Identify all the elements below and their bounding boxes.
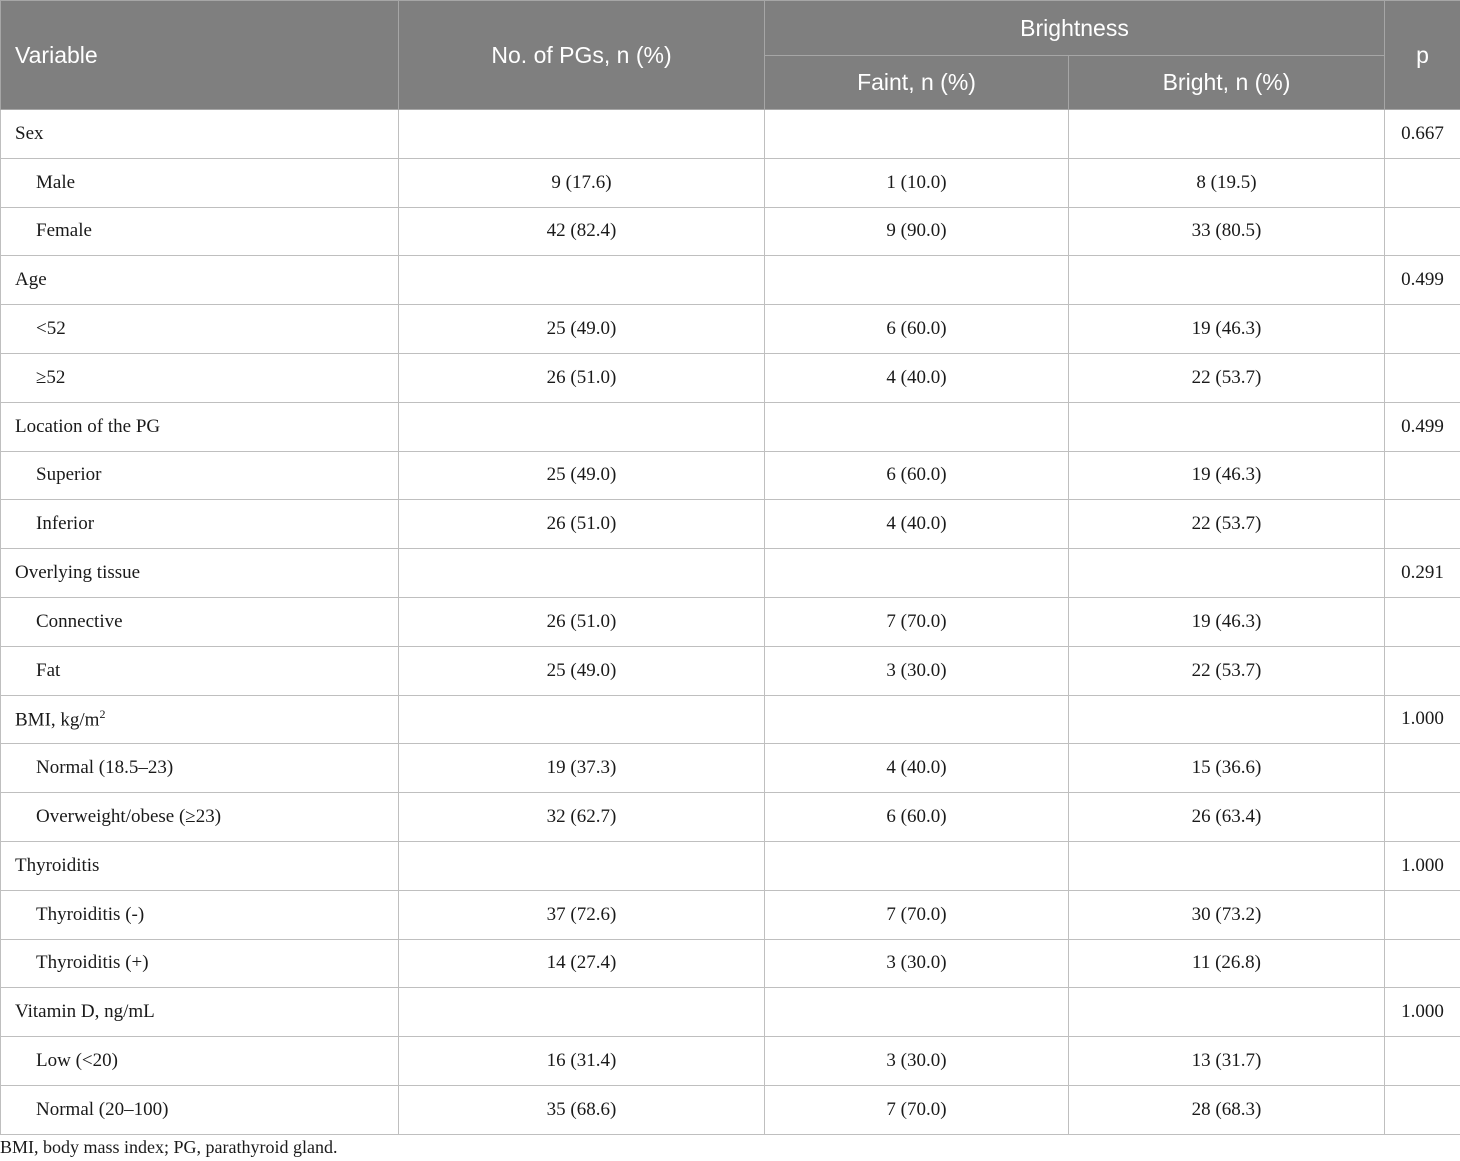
cell-p-value: [1385, 500, 1460, 549]
table-body: [1, 110, 1460, 1135]
cell-bright: [1069, 549, 1385, 598]
table-row: [1, 353, 1460, 402]
cell-bright: 28 (68.3): [1069, 1085, 1385, 1134]
row-sublabel: [1, 939, 399, 988]
cell-faint: 3 (30.0): [765, 939, 1069, 988]
table-row: [1, 744, 1460, 793]
table-row: [1, 256, 1460, 305]
table-row: [1, 451, 1460, 500]
row-category-label: [1, 402, 399, 451]
header-no-of-pgs: No. of PGs, n (%): [399, 1, 765, 110]
row-label-text: <52: [36, 318, 66, 340]
row-sublabel: [1, 1085, 399, 1134]
cell-no-of-pgs: 26 (51.0): [399, 500, 765, 549]
header-faint: Faint, n (%): [765, 56, 1069, 110]
row-label-text: Age: [15, 269, 47, 291]
cell-no-of-pgs: [399, 402, 765, 451]
table-row: [1, 841, 1460, 890]
row-label-text: Superior: [36, 464, 102, 486]
row-sublabel: [1, 744, 399, 793]
row-label-text: Sex: [15, 122, 44, 144]
row-sublabel: [1, 890, 399, 939]
cell-bright: 22 (53.7): [1069, 500, 1385, 549]
table-row: [1, 500, 1460, 549]
table-row: [1, 890, 1460, 939]
row-sublabel: [1, 1037, 399, 1086]
row-label-text: Normal (20–100): [36, 1098, 169, 1120]
cell-no-of-pgs: [399, 988, 765, 1037]
cell-bright: [1069, 695, 1385, 744]
cell-p-value: [1385, 1085, 1460, 1134]
cell-no-of-pgs: 26 (51.0): [399, 597, 765, 646]
cell-p-value: [1385, 744, 1460, 793]
table-row: [1, 939, 1460, 988]
cell-no-of-pgs: [399, 110, 765, 159]
row-category-label: [1, 110, 399, 159]
row-label-text: Fat: [36, 659, 61, 681]
row-sublabel: [1, 597, 399, 646]
cell-no-of-pgs: 25 (49.0): [399, 646, 765, 695]
cell-p-value: 1.000: [1385, 988, 1460, 1037]
cell-faint: [765, 988, 1069, 1037]
header-brightness: Brightness: [765, 1, 1385, 56]
cell-faint: 4 (40.0): [765, 500, 1069, 549]
cell-no-of-pgs: [399, 549, 765, 598]
cell-bright: 26 (63.4): [1069, 793, 1385, 842]
cell-no-of-pgs: 35 (68.6): [399, 1085, 765, 1134]
cell-p-value: [1385, 890, 1460, 939]
table-row: [1, 549, 1460, 598]
cell-no-of-pgs: 16 (31.4): [399, 1037, 765, 1086]
cell-faint: 7 (70.0): [765, 890, 1069, 939]
table-row: [1, 1037, 1460, 1086]
cell-faint: [765, 256, 1069, 305]
cell-faint: 9 (90.0): [765, 207, 1069, 256]
row-label-superscript: 2: [99, 707, 106, 722]
row-sublabel: [1, 793, 399, 842]
cell-bright: 19 (46.3): [1069, 305, 1385, 354]
row-label-text: Vitamin D, ng/mL: [15, 1001, 155, 1023]
cell-no-of-pgs: 42 (82.4): [399, 207, 765, 256]
cell-bright: 8 (19.5): [1069, 158, 1385, 207]
cell-bright: 33 (80.5): [1069, 207, 1385, 256]
cell-faint: [765, 549, 1069, 598]
row-category-label: [1, 988, 399, 1037]
table-row: [1, 793, 1460, 842]
row-label-text: Connective: [36, 610, 123, 632]
row-sublabel: [1, 646, 399, 695]
cell-no-of-pgs: [399, 841, 765, 890]
cell-p-value: [1385, 939, 1460, 988]
row-label-text: Location of the PG: [15, 415, 161, 437]
table-header: [1, 1, 1460, 110]
cell-bright: 30 (73.2): [1069, 890, 1385, 939]
table-footnote: BMI, body mass index; PG, parathyroid gland.: [0, 1137, 338, 1157]
cell-faint: 6 (60.0): [765, 793, 1069, 842]
row-sublabel: [1, 353, 399, 402]
row-sublabel: [1, 207, 399, 256]
cell-faint: [765, 110, 1069, 159]
row-sublabel: [1, 500, 399, 549]
header-variable: Variable: [1, 1, 399, 110]
cell-p-value: [1385, 207, 1460, 256]
cell-p-value: [1385, 793, 1460, 842]
row-label-text: Normal (18.5–23): [36, 757, 174, 779]
row-label-text: Thyroiditis (-): [36, 903, 145, 925]
table-row: [1, 110, 1460, 159]
cell-bright: 22 (53.7): [1069, 646, 1385, 695]
cell-faint: 6 (60.0): [765, 451, 1069, 500]
cell-no-of-pgs: 9 (17.6): [399, 158, 765, 207]
row-label-text: Overlying tissue: [15, 562, 141, 584]
cell-bright: [1069, 988, 1385, 1037]
cell-bright: [1069, 402, 1385, 451]
row-label-text: Thyroiditis (+): [36, 952, 149, 974]
cell-faint: 6 (60.0): [765, 305, 1069, 354]
cell-p-value: [1385, 353, 1460, 402]
cell-p-value: 1.000: [1385, 841, 1460, 890]
cell-no-of-pgs: 19 (37.3): [399, 744, 765, 793]
cell-p-value: 0.667: [1385, 110, 1460, 159]
cell-p-value: 0.499: [1385, 402, 1460, 451]
table-row: [1, 597, 1460, 646]
cell-faint: 3 (30.0): [765, 1037, 1069, 1086]
cell-bright: 11 (26.8): [1069, 939, 1385, 988]
row-label-text: Overweight/obese (≥23): [36, 806, 222, 828]
row-label-text: Inferior: [36, 513, 95, 535]
row-label-text: Female: [36, 220, 92, 242]
row-label-text: Low (<20): [36, 1050, 118, 1072]
header-bright: Bright, n (%): [1069, 56, 1385, 110]
cell-bright: [1069, 256, 1385, 305]
cell-bright: 19 (46.3): [1069, 451, 1385, 500]
row-label-text: Thyroiditis: [15, 854, 100, 876]
row-sublabel: [1, 305, 399, 354]
row-category-label: [1, 841, 399, 890]
cell-bright: 15 (36.6): [1069, 744, 1385, 793]
cell-no-of-pgs: 25 (49.0): [399, 305, 765, 354]
table-row: [1, 207, 1460, 256]
cell-p-value: [1385, 646, 1460, 695]
table-row: [1, 695, 1460, 744]
cell-p-value: [1385, 597, 1460, 646]
row-sublabel: [1, 451, 399, 500]
table-row: [1, 1085, 1460, 1134]
cell-p-value: 0.291: [1385, 549, 1460, 598]
cell-faint: [765, 402, 1069, 451]
cell-bright: 19 (46.3): [1069, 597, 1385, 646]
cell-p-value: [1385, 1037, 1460, 1086]
cell-faint: 3 (30.0): [765, 646, 1069, 695]
row-category-label: [1, 695, 399, 744]
cell-bright: 22 (53.7): [1069, 353, 1385, 402]
cell-faint: 7 (70.0): [765, 1085, 1069, 1134]
row-label-text: BMI, kg/m: [15, 709, 100, 731]
table-row: [1, 402, 1460, 451]
cell-no-of-pgs: 32 (62.7): [399, 793, 765, 842]
cell-bright: 13 (31.7): [1069, 1037, 1385, 1086]
cell-faint: 4 (40.0): [765, 353, 1069, 402]
cell-faint: [765, 695, 1069, 744]
cell-p-value: [1385, 158, 1460, 207]
row-sublabel: [1, 158, 399, 207]
cell-bright: [1069, 110, 1385, 159]
table-row: [1, 988, 1460, 1037]
table-row: [1, 158, 1460, 207]
cell-no-of-pgs: 26 (51.0): [399, 353, 765, 402]
header-p: p: [1385, 1, 1460, 110]
cell-no-of-pgs: 37 (72.6): [399, 890, 765, 939]
cell-p-value: 1.000: [1385, 695, 1460, 744]
cell-bright: [1069, 841, 1385, 890]
cell-faint: 7 (70.0): [765, 597, 1069, 646]
row-category-label: [1, 256, 399, 305]
cell-faint: [765, 841, 1069, 890]
cell-no-of-pgs: 25 (49.0): [399, 451, 765, 500]
cell-p-value: [1385, 451, 1460, 500]
row-label-text: Male: [36, 171, 76, 193]
cell-faint: 4 (40.0): [765, 744, 1069, 793]
row-label-text: ≥52: [36, 366, 66, 388]
cell-no-of-pgs: 14 (27.4): [399, 939, 765, 988]
table-row: [1, 305, 1460, 354]
cell-faint: 1 (10.0): [765, 158, 1069, 207]
cell-no-of-pgs: [399, 256, 765, 305]
row-category-label: [1, 549, 399, 598]
cell-no-of-pgs: [399, 695, 765, 744]
cell-p-value: 0.499: [1385, 256, 1460, 305]
table-row: [1, 646, 1460, 695]
cell-p-value: [1385, 305, 1460, 354]
